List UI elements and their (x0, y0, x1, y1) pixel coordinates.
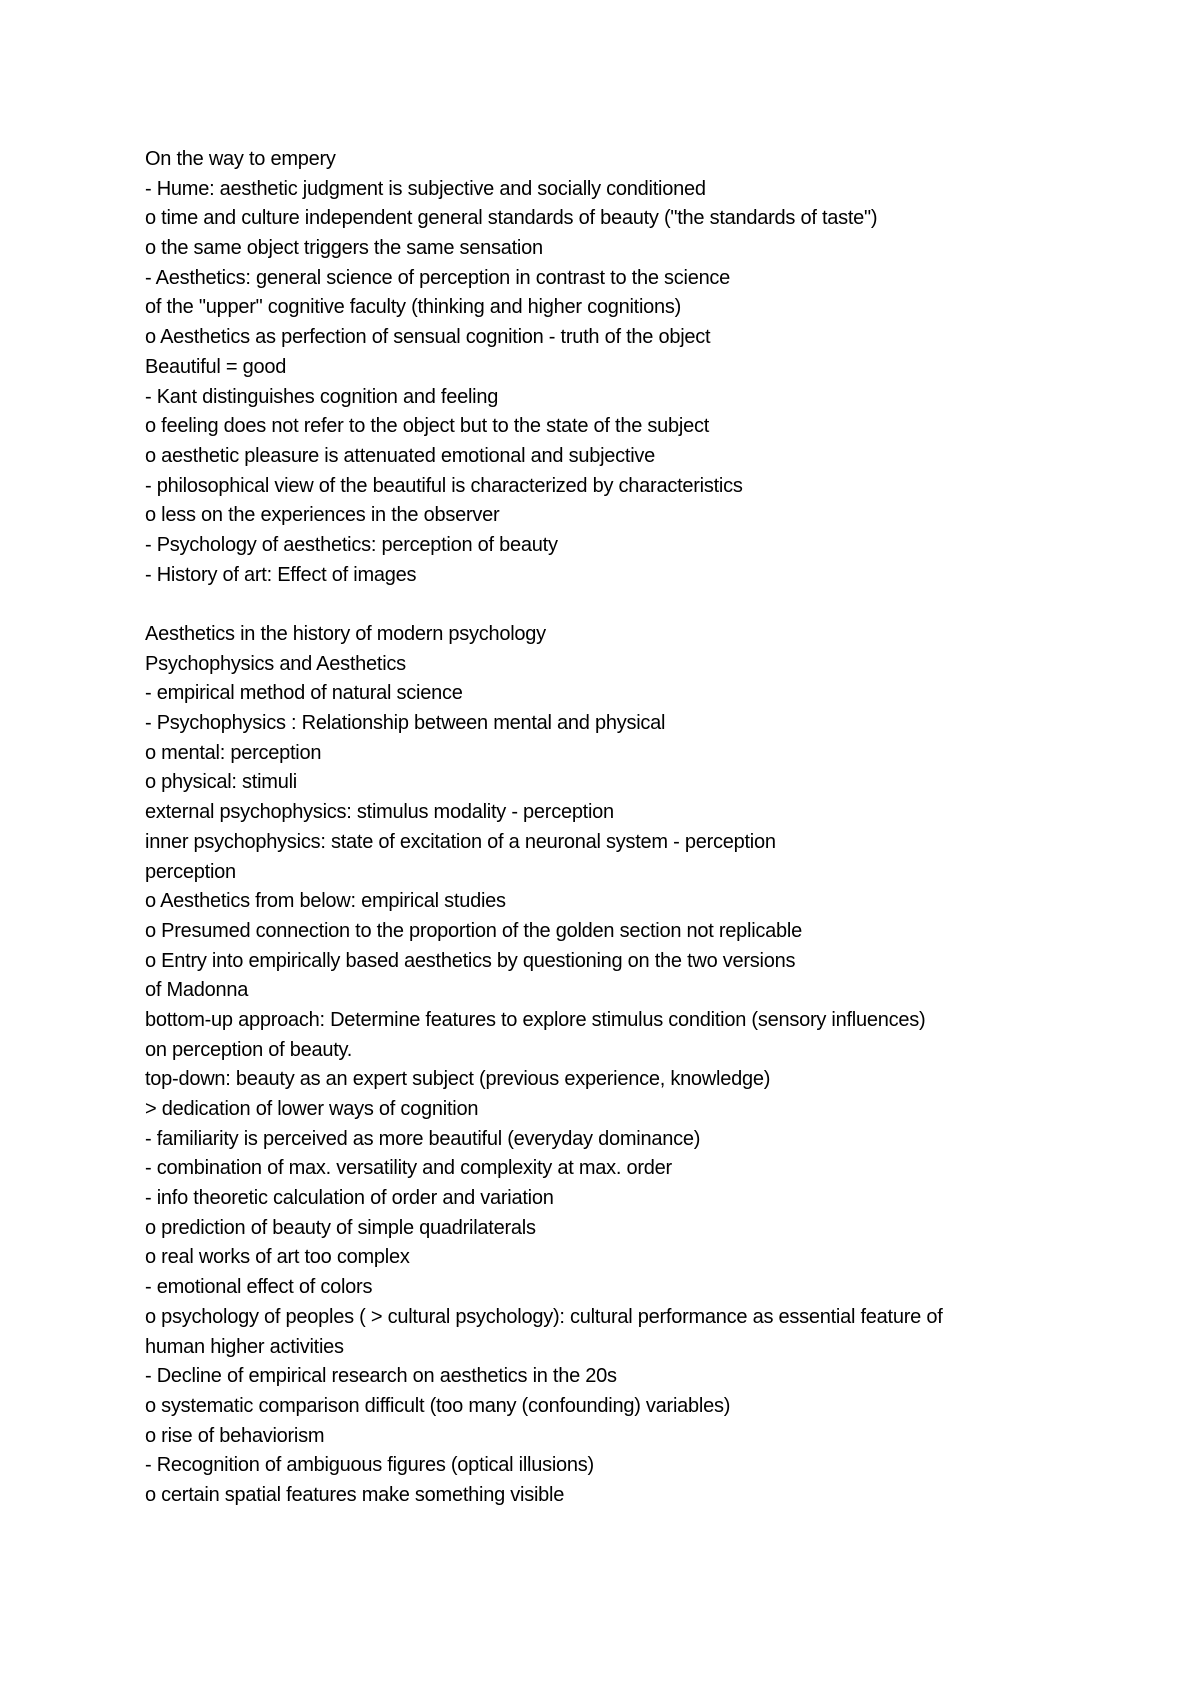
section-heading: On the way to empery (145, 148, 336, 170)
text-line: - emotional effect of colors (145, 1276, 373, 1299)
text-line: inner psychophysics: state of excitation of a neuronal system - perception (145, 830, 776, 853)
text-line: - Aesthetics: general science of perception in contrast to the science (145, 266, 731, 289)
text-line: o less on the experiences in the observer (145, 504, 500, 527)
text-line: - philosophical view of the beautiful is characterized by characteristics (145, 474, 743, 497)
text-line: - Psychophysics : Relationship between mental and physical (145, 712, 666, 735)
text-line: o physical: stimuli (145, 771, 297, 794)
text-line: o the same object triggers the same sensation (145, 237, 543, 260)
text-line: perception (145, 860, 236, 883)
text-line: - info theoretic calculation of order and variation (145, 1187, 554, 1210)
text-line: o mental: perception (145, 741, 322, 764)
text-line: o Aesthetics as perfection of sensual cognition - truth of the object (145, 326, 711, 349)
document-text (145, 145, 1145, 1511)
text-line: o certain spatial features make something visible (145, 1483, 565, 1506)
text-line: top-down: beauty as an expert subject (previous experience, knowledge) (145, 1068, 771, 1091)
text-line: - Hume: aesthetic judgment is subjective and socially conditioned (145, 177, 706, 200)
text-line: - combination of max. versatility and complexity at max. order (145, 1157, 672, 1180)
text-line: - Psychology of aesthetics: perception of beauty (145, 533, 558, 556)
text-line: - familiarity is perceived as more beautiful (everyday dominance) (145, 1127, 701, 1150)
text-line: - Kant distinguishes cognition and feeling (145, 385, 499, 408)
text-line: o Entry into empirically based aesthetics by questioning on the two versions (145, 949, 796, 972)
text-line: o rise of behaviorism (145, 1424, 325, 1447)
text-line: on perception of beauty. (145, 1038, 353, 1061)
text-line: human higher activities (145, 1335, 344, 1358)
text-line: o systematic comparison difficult (too many (confounding) variables) (145, 1394, 731, 1417)
text-line: - Decline of empirical research on aesthetics in the 20s (145, 1365, 617, 1388)
text-line: - empirical method of natural science (145, 682, 463, 705)
text-line: external psychophysics: stimulus modality - perception (145, 801, 614, 824)
text-line: > dedication of lower ways of cognition (145, 1098, 479, 1120)
section-heading: Aesthetics in the history of modern psychology (145, 623, 546, 645)
text-line: o Aesthetics from below: empirical studies (145, 890, 506, 913)
text-line: o feeling does not refer to the object but to the state of the subject (145, 415, 709, 438)
paragraph-gap (145, 590, 1145, 620)
text-line: of Madonna (145, 979, 249, 1002)
text-line: bottom-up approach: Determine features to explore stimulus condition (sensory influences) (145, 1008, 926, 1031)
text-line: o psychology of peoples ( > cultural psychology): cultural performance as essential feature of (145, 1305, 943, 1328)
text-line: o prediction of beauty of simple quadrilaterals (145, 1216, 536, 1239)
text-line: o real works of art too complex (145, 1246, 410, 1269)
section-subheading: Psychophysics and Aesthetics (145, 652, 406, 675)
text-line: o aesthetic pleasure is attenuated emotional and subjective (145, 444, 656, 467)
text-line: o time and culture independent general standards of beauty ("the standards of taste") (145, 207, 878, 230)
text-line: o Presumed connection to the proportion of the golden section not replicable (145, 919, 802, 942)
text-line: - History of art: Effect of images (145, 563, 417, 586)
text-line: of the "upper" cognitive faculty (thinking and higher cognitions) (145, 296, 682, 319)
text-line: Beautiful = good (145, 355, 287, 378)
text-line: - Recognition of ambiguous figures (optical illusions) (145, 1454, 594, 1477)
